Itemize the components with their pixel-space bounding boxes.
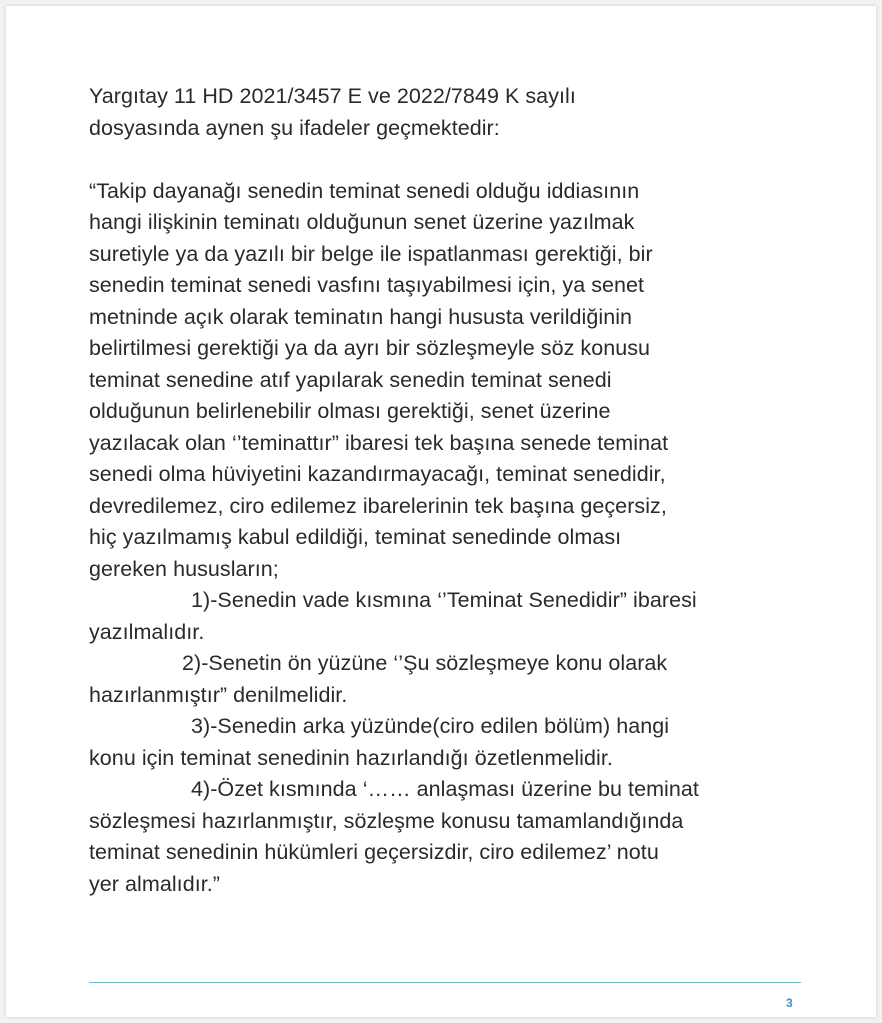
list-item-4-second: sözleşmesi hazırlanmıştır, sözleşme konusu tamamlandığında (89, 808, 684, 833)
closing-line: teminat senedinin hükümleri geçersizdir, ciro edilemez’ notu (89, 840, 659, 864)
intro-line: dosyasında aynen şu ifadeler geçmektedir: (89, 115, 500, 140)
quote-line: gereken hususların; (89, 556, 279, 581)
list-item-1-first: 1)-Senedin vade kısmına ‘’Teminat Senedidir” ibaresi (191, 588, 697, 612)
document-page (6, 6, 876, 1017)
document-body (89, 81, 819, 900)
quote-line: olduğunun belirlenebilir olması gerektiği, senet üzerine (89, 399, 611, 423)
quote-line: teminat senedine atıf yapılarak senedin teminat senedi (89, 367, 612, 392)
quote-line: belirtilmesi gerektiği ya da ayrı bir sözleşmeyle söz konusu (89, 336, 651, 360)
quote-line: yazılacak olan ‘’teminattır” ibaresi tek başına senede teminat (89, 430, 669, 455)
quote-line: hiç yazılmamış kabul edildiği, teminat senedinde olması (89, 525, 622, 549)
quote-line: senedi olma hüviyetini kazandırmayacağı, teminat senedidir, (89, 462, 666, 486)
footer-rule (89, 982, 801, 983)
list-item-3-second: konu için teminat senedinin hazırlandığı özetlenmelidir. (89, 745, 613, 770)
quote-line: “Takip dayanağı senedin teminat senedi olduğu iddiasının (89, 178, 640, 203)
list-item-2-first: 2)-Senetin ön yüzüne ‘’Şu sözleşmeye konu olarak (182, 651, 668, 675)
page-number: 3 (786, 996, 793, 1010)
intro-line: Yargıtay 11 HD 2021/3457 E ve 2022/7849 K sayılı (89, 84, 576, 108)
list-item-3-first: 3)-Senedin arka yüzünde(ciro edilen bölüm) hangi (191, 714, 670, 738)
list-item-1-second: yazılmalıdır. (89, 619, 205, 644)
quote-line: metninde açık olarak teminatın hangi hususta verildiğinin (89, 304, 633, 329)
quote-line: suretiyle ya da yazılı bir belge ile ispatlanması gerektiği, bir (89, 241, 653, 266)
paragraph-spacer (89, 144, 819, 176)
quote-line: senedin teminat senedi vasfını taşıyabilmesi için, ya senet (89, 273, 645, 297)
quote-line: hangi ilişkinin teminatı olduğunun senet üzerine yazılmak (89, 210, 635, 234)
list-item-2-second: hazırlanmıştır” denilmelidir. (89, 682, 348, 707)
quote-line: devredilemez, ciro edilemez ibarelerinin tek başına geçersiz, (89, 493, 667, 518)
closing-line: yer almalıdır.” (89, 871, 220, 896)
list-item-4-first: 4)-Özet kısmında ‘…… anlaşması üzerine bu teminat (191, 777, 699, 801)
